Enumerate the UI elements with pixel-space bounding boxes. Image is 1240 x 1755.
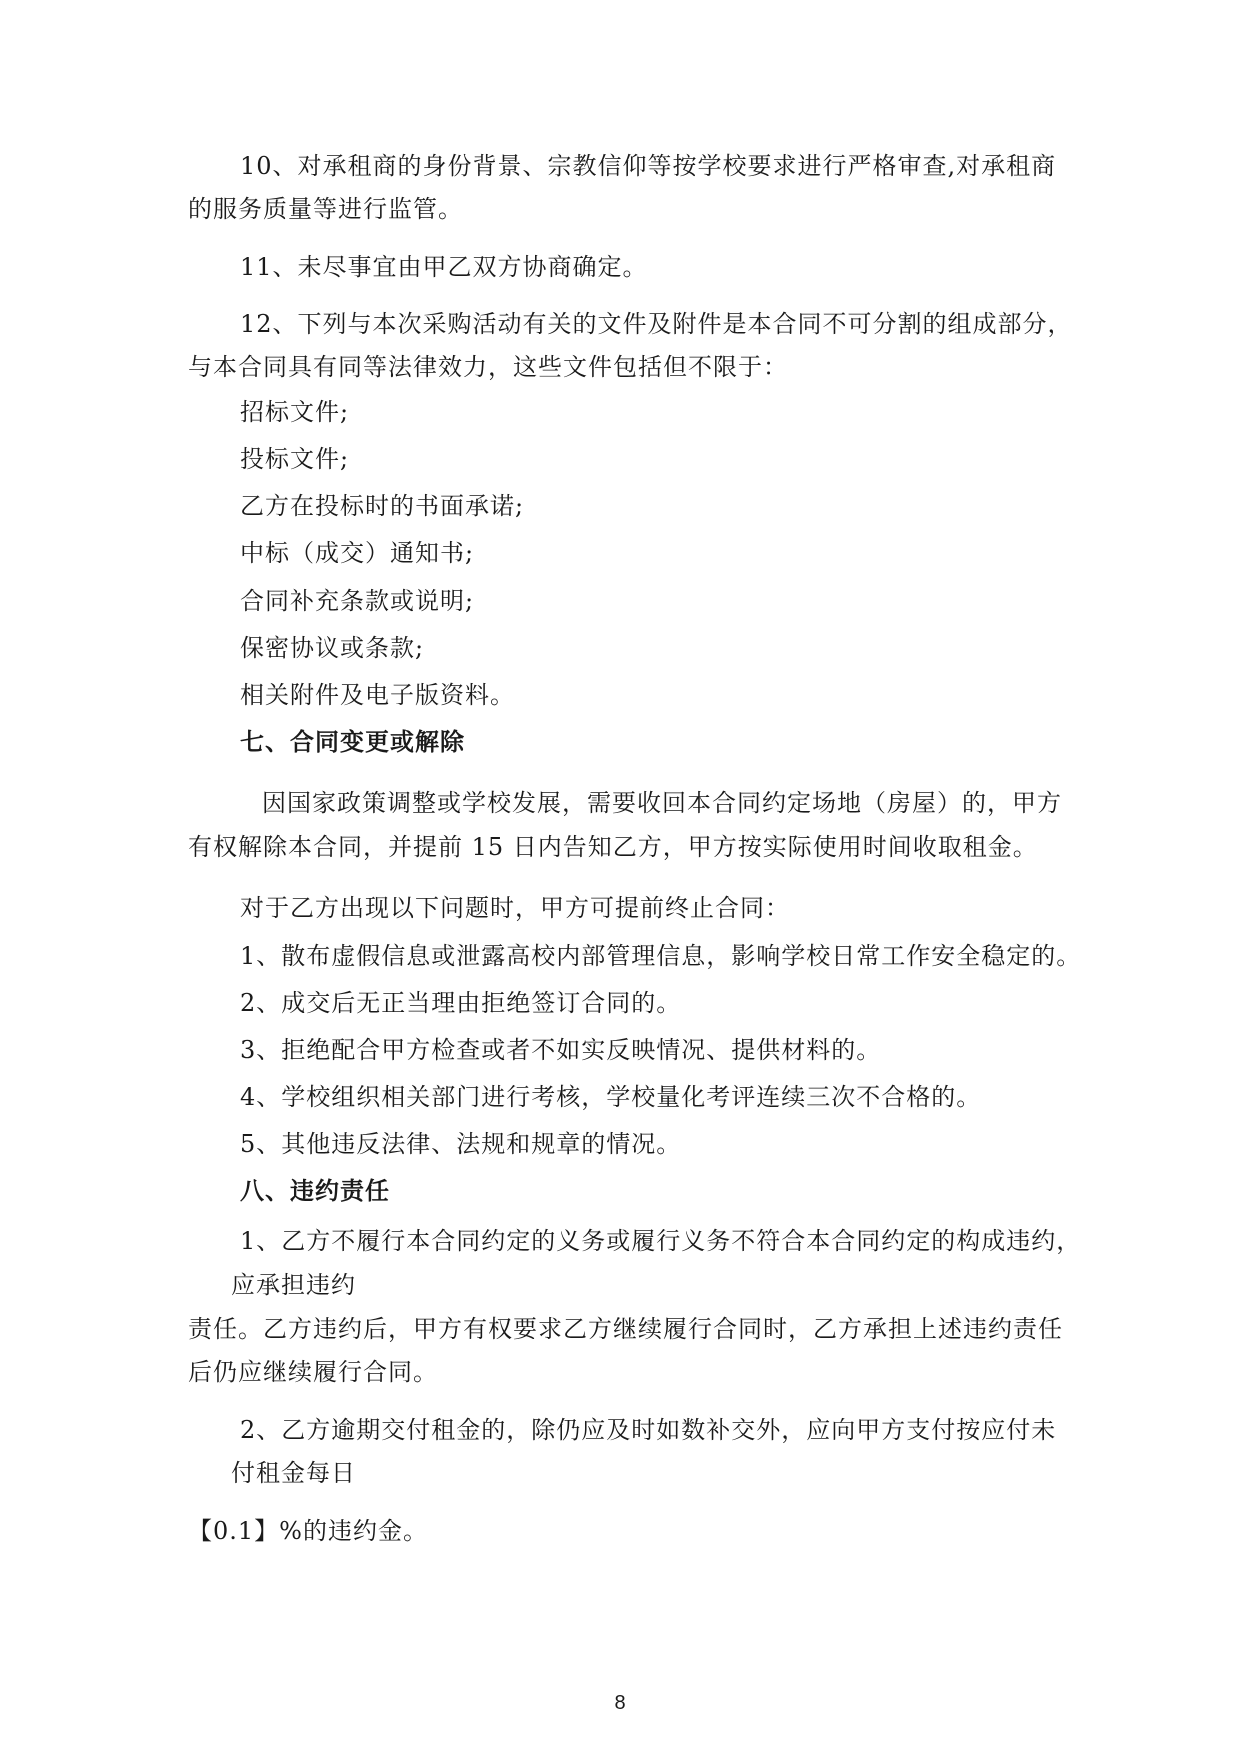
termination-item: 3、拒绝配合甲方检查或者不如实反映情况、提供材料的。 (240, 1036, 882, 1064)
breach-clause-1-line-3: 责任。乙方违约后，甲方有权要求乙方继续履行合同时，乙方承担上述违约责任 (188, 1315, 1063, 1343)
page-number: 8 (614, 1692, 626, 1714)
attachment-item: 中标（成交）通知书; (240, 539, 475, 567)
section-heading-8: 八、违约责任 (240, 1177, 390, 1205)
termination-item: 2、成交后无正当理由拒绝签订合同的。 (240, 989, 682, 1017)
breach-clause-2-line-2: 付租金每日 (231, 1459, 356, 1487)
section-7-para-2: 对于乙方出现以下问题时，甲方可提前终止合同： (240, 894, 790, 922)
termination-item: 1、散布虚假信息或泄露高校内部管理信息，影响学校日常工作安全稳定的。 (240, 942, 1082, 970)
clause-10-line-1: 10、对承租商的身份背景、宗教信仰等按学校要求进行严格审查,对承租商 (240, 152, 1057, 180)
clause-12-line-1: 12、下列与本次采购活动有关的文件及附件是本合同不可分割的组成部分， (240, 310, 1073, 338)
breach-clause-2-line-1: 2、乙方逾期交付租金的，除仍应及时如数补交外，应向甲方支付按应付未 (240, 1416, 1057, 1444)
section-7-para-1-line-2: 有权解除本合同，并提前 15 日内告知乙方，甲方按实际使用时间收取租金。 (188, 833, 1038, 861)
termination-item: 4、学校组织相关部门进行考核，学校量化考评连续三次不合格的。 (240, 1083, 982, 1111)
attachment-item: 乙方在投标时的书面承诺; (240, 492, 525, 520)
clause-11: 11、未尽事宜由甲乙双方协商确定。 (240, 253, 648, 281)
attachment-item: 相关附件及电子版资料。 (240, 681, 515, 709)
breach-clause-1-line-1: 1、乙方不履行本合同约定的义务或履行义务不符合本合同约定的构成违约， (240, 1227, 1082, 1255)
section-7-para-1-line-1: 因国家政策调整或学校发展，需要收回本合同约定场地（房屋）的，甲方 (262, 789, 1062, 817)
attachment-item: 合同补充条款或说明; (240, 587, 475, 615)
breach-clause-2-line-3: 【0.1】%的违约金。 (188, 1517, 428, 1545)
termination-item: 5、其他违反法律、法规和规章的情况。 (240, 1130, 682, 1158)
breach-clause-1-line-2: 应承担违约 (231, 1271, 356, 1299)
section-heading-7: 七、合同变更或解除 (240, 728, 465, 756)
clause-12-line-2: 与本合同具有同等法律效力，这些文件包括但不限于： (188, 353, 788, 381)
attachment-item: 保密协议或条款; (240, 634, 425, 662)
attachment-item: 投标文件; (240, 445, 350, 473)
clause-10-line-2: 的服务质量等进行监管。 (188, 195, 463, 223)
attachment-item: 招标文件; (240, 398, 350, 426)
breach-clause-1-line-4: 后仍应继续履行合同。 (188, 1358, 438, 1386)
